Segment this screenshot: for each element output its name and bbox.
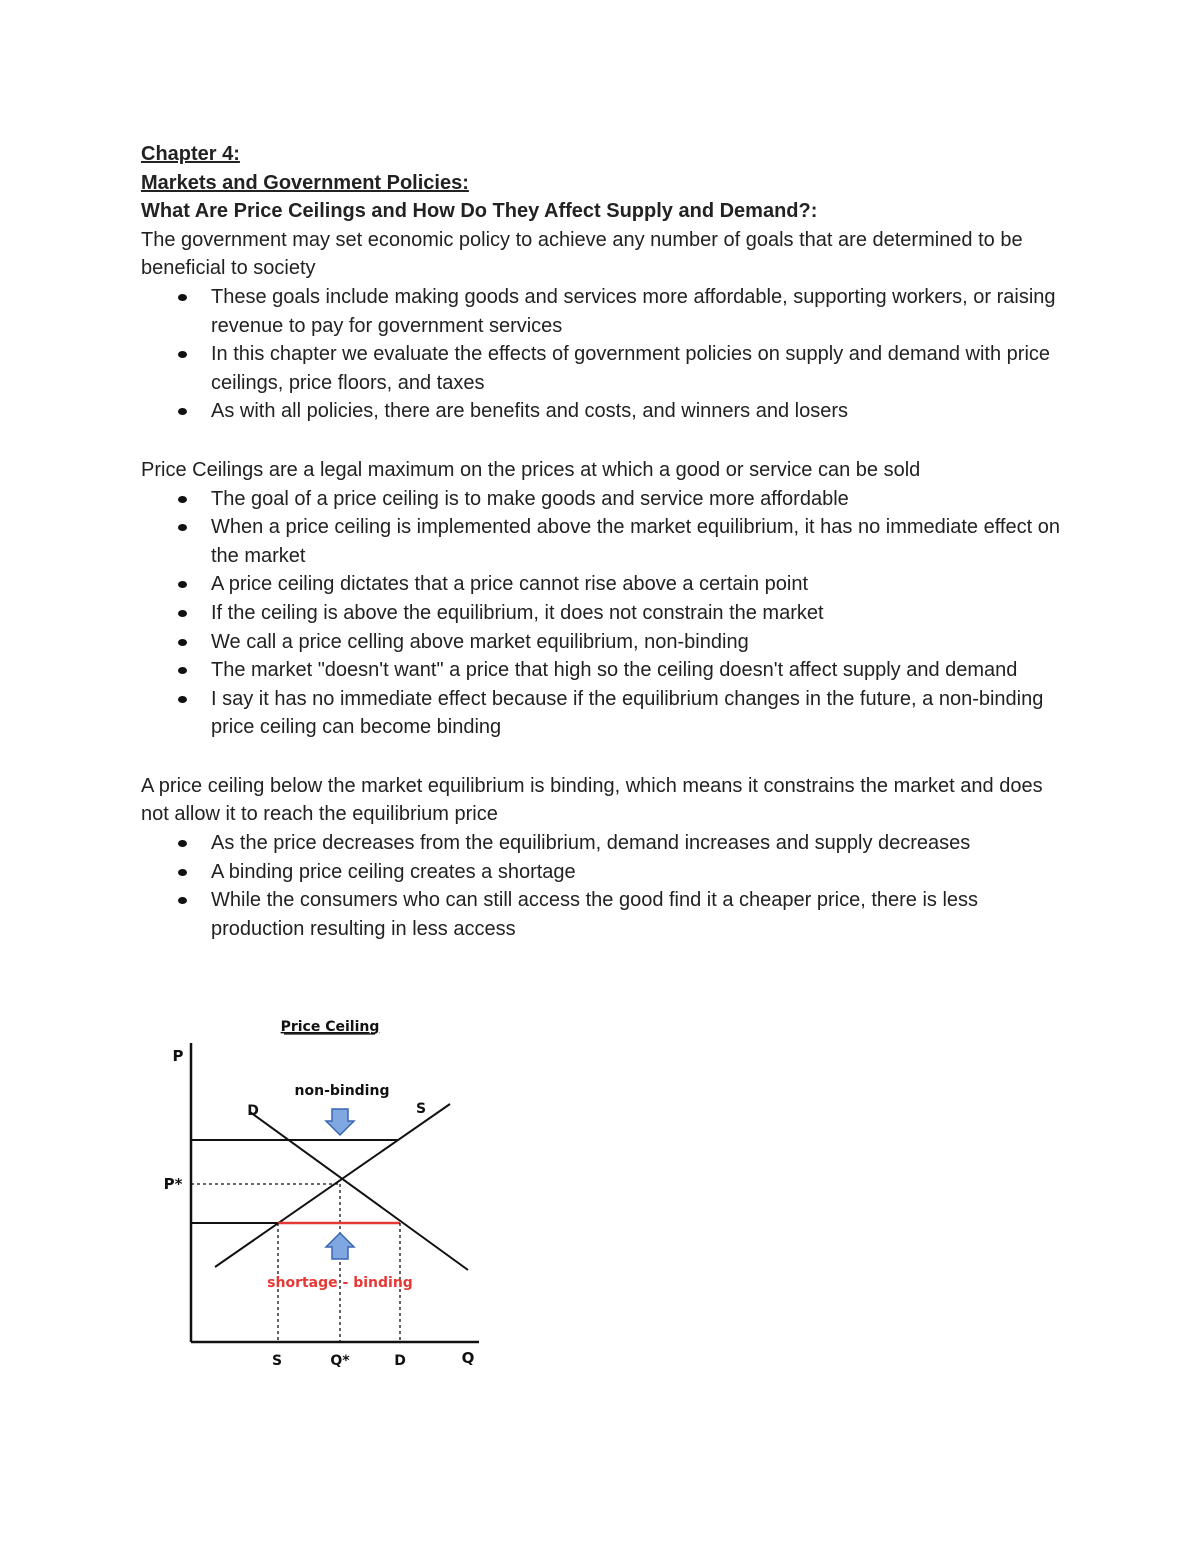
list-item: We call a price celling above market equilibrium, non-binding <box>211 628 1071 657</box>
intro-paragraph: The government may set economic policy to achieve any number of goals that are determined to be beneficial to society <box>141 228 1023 280</box>
binding-paragraph: A price ceiling below the market equilibrium is binding, which means it constrains the market and does not allow it to reach the equilibrium price <box>141 774 1043 826</box>
equilibrium-price-tick: P* <box>163 1175 183 1193</box>
spacer <box>141 742 1071 772</box>
topic-heading: Markets and Government Policies: <box>141 171 469 194</box>
price-ceiling-figure <box>150 1005 490 1385</box>
binding-bullet-list <box>141 829 1071 943</box>
down-arrow-icon <box>326 1109 354 1135</box>
list-item: These goals include making goods and services more affordable, supporting workers, or raising revenue to pay for government services <box>211 283 1071 340</box>
chapter-heading: Chapter 4: <box>141 143 240 165</box>
document-body <box>141 140 1071 943</box>
quantity-supplied-tick: S <box>271 1353 283 1369</box>
price-ceiling-diagram <box>150 1005 490 1385</box>
ceiling-bullet-list <box>141 485 1071 742</box>
non-binding-label: non-binding <box>294 1083 390 1099</box>
list-item: If the ceiling is above the equilibrium, it does not constrain the market <box>211 599 1071 628</box>
chart-title: Price Ceiling <box>280 1019 380 1035</box>
list-item: A binding price ceiling creates a shortage <box>211 858 1071 887</box>
quantity-demanded-tick: D <box>394 1353 406 1369</box>
x-axis-label: Q <box>461 1349 475 1367</box>
list-item: A price ceiling dictates that a price cannot rise above a certain point <box>211 570 1071 599</box>
list-item: As the price decreases from the equilibrium, demand increases and supply decreases <box>211 829 1071 858</box>
list-item: As with all policies, there are benefits and costs, and winners and losers <box>211 397 1071 426</box>
spacer <box>141 426 1071 456</box>
intro-bullet-list <box>141 283 1071 426</box>
equilibrium-quantity-tick: Q* <box>330 1353 350 1369</box>
demand-curve-label: D <box>247 1103 259 1119</box>
up-arrow-icon <box>326 1233 354 1259</box>
list-item: When a price ceiling is implemented above the market equilibrium, it has no immediate effect on the market <box>211 513 1071 570</box>
list-item: I say it has no immediate effect because if the equilibrium changes in the future, a non-binding price ceiling can become binding <box>211 685 1071 742</box>
list-item: While the consumers who can still access the good find it a cheaper price, there is less production resulting in less access <box>211 886 1071 943</box>
list-item: In this chapter we evaluate the effects of government policies on supply and demand with price ceilings, price floors, and taxes <box>211 340 1071 397</box>
list-item: The goal of a price ceiling is to make goods and service more affordable <box>211 485 1071 514</box>
ceiling-paragraph: Price Ceilings are a legal maximum on the prices at which a good or service can be sold <box>141 458 921 481</box>
supply-curve-label: S <box>415 1101 427 1117</box>
list-item: The market "doesn't want" a price that high so the ceiling doesn't affect supply and demand <box>211 656 1071 685</box>
demand-curve <box>250 1112 468 1270</box>
question-heading: What Are Price Ceilings and How Do They Affect Supply and Demand?: <box>141 200 818 223</box>
y-axis-label: P <box>172 1047 184 1065</box>
shortage-binding-label: shortage - binding <box>267 1275 413 1291</box>
